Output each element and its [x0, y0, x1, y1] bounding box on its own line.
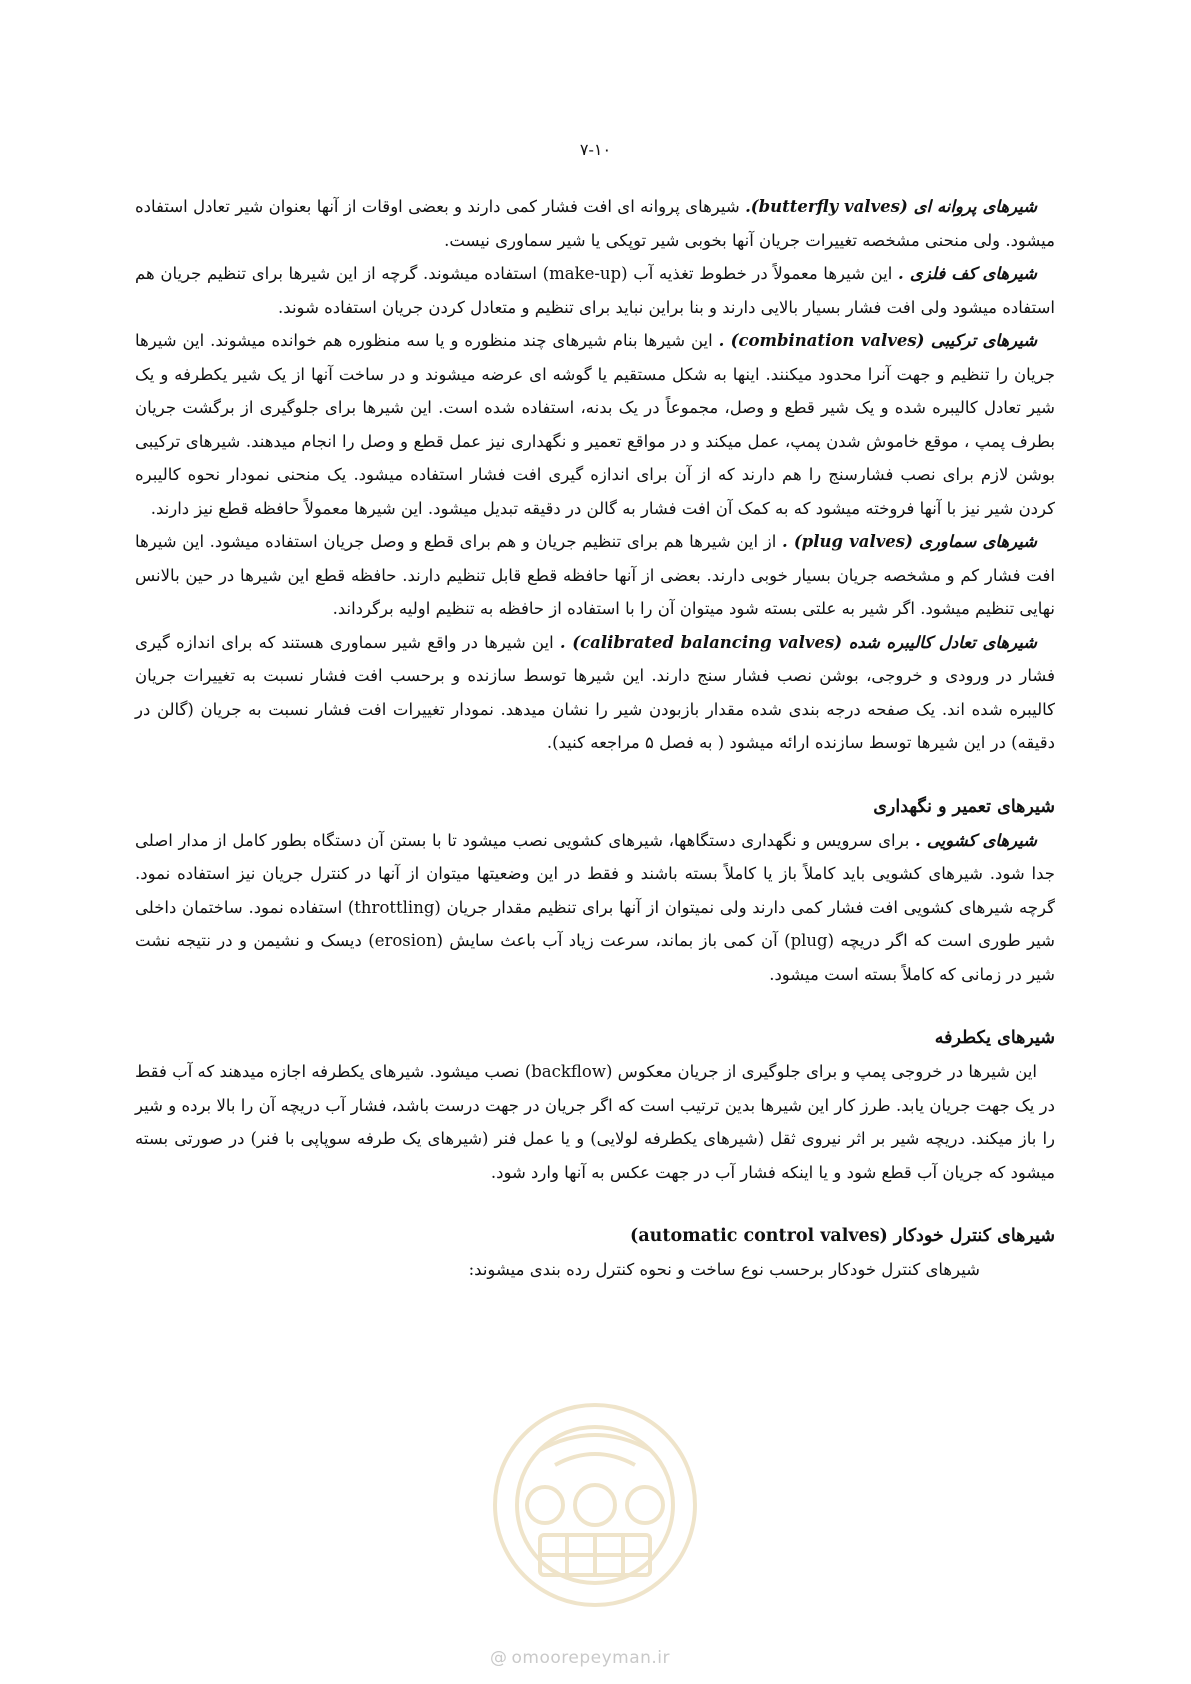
term-calibrated-balancing-valves: شیرهای تعادل کالیبره شده (calibrated balancing valves) .	[559, 632, 1038, 652]
section-automatic-control-valves	[135, 1219, 1055, 1287]
paragraph-text: این شیرها معمولاً در خطوط تغذیه آب (make-up) استفاده میشوند. گرچه از این شیرها برای تنظیم جریان هم استفاده میشود ولی افت فشار بسیار بالایی دارند و بنا براین نباید برای تنظیم و متعادل کردن جریان استفاده شوند.	[135, 264, 1055, 317]
term-combination-valves: شیرهای ترکیبی (combination valves) .	[718, 331, 1038, 350]
term-butterfly-valves: شیرهای پروانه ای (butterfly valves).	[745, 197, 1038, 216]
paragraph-plug-valves	[135, 525, 1055, 626]
document-body	[135, 190, 1055, 1287]
heading-automatic-control-valves: شیرهای کنترل خودکار (automatic control valves)	[630, 1226, 1055, 1246]
paragraph-metal-seat-valves	[135, 257, 1055, 324]
page-number: ۷-۱۰	[579, 140, 612, 159]
section-check-valves	[135, 1021, 1055, 1189]
paragraph-text: برای سرویس و نگهداری دستگاهها، شیرهای کشویی نصب میشود تا با بستن آن دستگاه بطور کامل از مدار اصلی جدا شود. شیرهای کشویی باید کاملاً باز یا کاملاً بسته باشند و فقط در این وضعیتها میتوان از آنها در کنترل جریان نیز استفاده نمود. گرچه شیرهای کشویی افت فشار کمی دارند ولی نمیتوان از آنها برای تنظیم مقدار جریان (throttling) استفاده نمود. ساختمان داخلی شیر طوری است که اگر دریچه (plug) آن کمی باز بماند، سرعت زیاد آب باعث سایش (erosion) دیسک و نشیمن و در نتیجه نشت شیر در زمانی که کاملاً بسته است میشود.	[135, 830, 1055, 984]
watermark-seal	[495, 1405, 695, 1605]
paragraph-automatic-control-valves	[135, 1253, 1055, 1287]
term-gate-valves: شیرهای کشویی .	[914, 830, 1037, 850]
paragraph-check-valves	[135, 1055, 1055, 1189]
paragraph-text: این شیرها بنام شیرهای چند منظوره و یا سه منظوره هم خوانده میشوند. این شیرها جریان را تنظیم و جهت آنرا محدود میکنند. اینها به شکل مستقیم یا گوشه ای عرضه میشوند و در ساخت آنها از یک شیر یکطرفه و یک شیر تعادل کالیبره شده و یک شیر قطع و وصل، مجموعاً در یک بدنه، استفاده شده است. این شیرها برای جلوگیری از برگشت جریان بطرف پمپ ، موقع خاموش شدن پمپ، عمل میکند و در مواقع تعمیر و نگهداری نیز عمل قطع و وصل را انجام میدهند. شیرهای ترکیبی بوشن لازم برای نصب فشارسنج را هم دارند که از آن برای اندازه گیری افت فشار استفاده میشود. یک منحنی نمودار نحوه کالیبره کردن شیر نیز با آنها فروخته میشود که به کمک آن افت فشار به گالن در دقیقه تبدیل میشود. این شیرها معمولاً حافظه قطع نیز دارند.	[135, 331, 1055, 518]
site-label: omoorepeyman.ir	[511, 1648, 671, 1668]
paragraph-text: از این شیرها هم برای تنظیم جریان و هم برای قطع و وصل جریان استفاده میشود. این شیرها افت فشار کم و مشخصه جریان بسیار خوبی دارند. بعضی از آنها حافظه قطع قابل تنظیم دارند. حافظه قطع این شیرها در حین بالانس نهایی تنظیم میشود. اگر شیر به علتی بسته شود میتوان آن را با استفاده از حافظه به تنظیم اولیه برگرداند.	[135, 532, 1055, 618]
paragraph-text: این شیرها در واقع شیر سماوری هستند که برای اندازه گیری فشار در ورودی و خروجی، بوشن نصب فشار سنج دارند. این شیرها توسط سازنده و برحسب افت فشار نسبت به تغییرات جریان کالیبره شده اند. یک صفحه درجه بندی شده مقدار بازبودن شیر را نشان میدهد. نمودار تغییرات افت فشار نسبت به جریان (گالن در دقیقه) در این شیرها توسط سازنده ارائه میشود ( به فصل ۵ مراجعه کنید).	[135, 632, 1055, 752]
at-icon: @	[490, 1648, 508, 1668]
heading-check-valves: شیرهای یکطرفه	[934, 1028, 1055, 1048]
term-metal-seat-valves: شیرهای کف فلزی .	[897, 264, 1037, 283]
paragraph-gate-valves	[135, 824, 1055, 992]
paragraph-text: شیرهای پروانه ای افت فشار کمی دارند و بعضی اوقات از آنها بعنوان شیر تعادل استفاده میشود. ولی منحنی مشخصه تغییرات جریان آنها بخوبی شیر توپکی یا شیر سماوری نیست.	[135, 197, 1055, 250]
paragraph-text: شیرهای کنترل خودکار برحسب نوع ساخت و نحوه کنترل رده بندی میشوند:	[468, 1260, 980, 1279]
paragraph-combination-valves	[135, 324, 1055, 525]
paragraph-text: این شیرها در خروجی پمپ و برای جلوگیری از جریان معکوس (backflow) نصب میشود. شیرهای یکطرفه اجازه میدهند که آب فقط در یک جهت جریان یابد. طرز کار این شیرها بدین ترتیب است که اگر جریان در جهت درست باشد، فشار آب دریچه آن را بالا برده و شیر را باز میکند. دریچه شیر بر اثر نیروی ثقل (شیرهای یکطرفه لولایی) و یا عمل فنر (شیرهای یک طرفه سوپاپی با فنر) در صورتی بسته میشود که جریان آب قطع شود و یا اینکه فشار آب در جهت عکس به آنها وارد شود.	[135, 1062, 1055, 1182]
section-balancing-valves	[135, 190, 1055, 760]
paragraph-butterfly-valves	[135, 190, 1055, 257]
gear-seal-icon	[485, 1395, 705, 1615]
section-maintenance-valves	[135, 790, 1055, 992]
term-plug-valves: شیرهای سماوری (plug valves) .	[781, 532, 1037, 551]
watermark-site	[490, 1648, 670, 1668]
paragraph-calibrated-balancing-valves	[135, 626, 1055, 760]
heading-maintenance-valves: شیرهای تعمیر و نگهداری	[873, 796, 1055, 817]
